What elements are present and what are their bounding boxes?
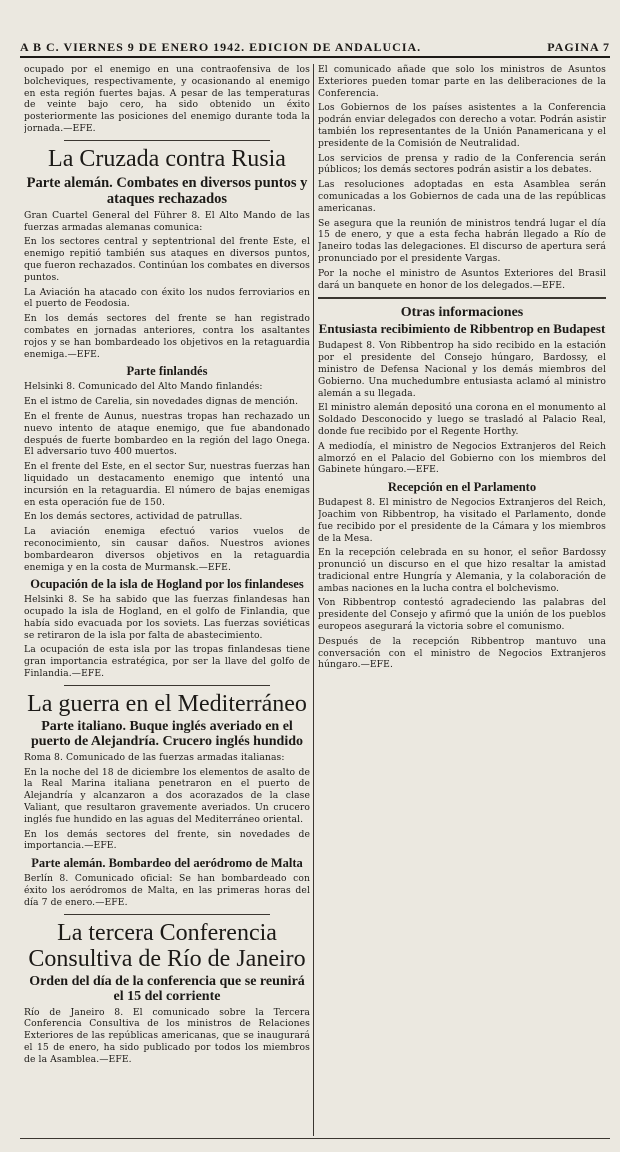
article-paragraph: En la recepción celebrada en su honor, el señor Bardossy pronunció un discurso en el que hizo resaltar la amistad tradicional entre Hungría y Alemania, y la colaboración de ambas naciones en la lucha contra el bolchevismo. [318, 547, 606, 594]
headline-mediterraneo: La guerra en el Mediterráneo [27, 690, 307, 717]
article-paragraph: Helsinki 8. Comunicado del Alto Mando finlandés: [24, 381, 263, 393]
masthead-page-number: PAGINA 7 [547, 39, 610, 54]
headline-otras-informaciones: Otras informaciones [400, 305, 524, 321]
article-paragraph: Por la noche el ministro de Asuntos Exteriores del Brasil dará un banquete en honor de los delegados.—EFE. [318, 267, 606, 291]
masthead-date-edition: A B C. VIERNES 9 DE ENERO 1942. EDICION DE ANDALUCIA. [20, 39, 422, 54]
subhead-hogland: Ocupación de la isla de Hogland por los finlandeses [30, 577, 304, 592]
article-paragraph: En la noche del 18 de diciembre los elementos de asalto de la Real Marina italiana penetraron en el puerto de Alejandría y alcanzaron a dos acorazados de la clase Valiant, que resultaron gravemente averiados. Un crucero inglés fue hundido en las aguas del Mediterráneo oriental. [24, 766, 310, 825]
section-divider [64, 140, 270, 141]
article-paragraph: En el frente de Aunus, nuestras tropas han rechazado un nuevo intento de ataque enemigo, que fue abandonado después de fuerte bombardeo en la región del lago Onega. El adversario tuvo 400 muertos. [24, 410, 310, 458]
article-paragraph: Río de Janeiro 8. El comunicado sobre la Tercera Conferencia Consultiva de los ministros de Relaciones Exteriores de las repúblicas americanas, que se inaugurará el 15 de enero, ha sido publicado por todos los miembros de la Asamblea.—EFE. [24, 1006, 310, 1065]
article-paragraph: La aviación enemiga efectuó varios vuelos de reconocimiento, sin causar daños. Nuestros aviones bombardearon diversos objetivos en la retaguardia enemiga y en la costa de Murmansk.—EFE. [24, 526, 310, 573]
article-paragraph: En el frente del Este, en el sector Sur, nuestras fuerzas han liquidado un destacamento enemigo que intentó una incursión en la retaguardia. El número de bajas enemigas en esta operación fue de 150. [24, 461, 310, 508]
article-paragraph: Berlín 8. Comunicado oficial: Se han bombardeado con éxito los aeródromos de Malta, en las primeras horas del día 7 de enero.—EFE. [24, 873, 310, 908]
article-paragraph: El ministro alemán depositó una corona en el monumento al Soldado Desconocido y luego se trasladó al Palacio Real, donde fue recibido por el Regente Horthy. [318, 402, 606, 437]
left-column [24, 64, 310, 1069]
article-paragraph: Helsinki 8. Se ha sabido que las fuerzas finlandesas han ocupado la isla de Hogland, en el golfo de Finlandia, que había sido evacuada por los soviets. Las fuerzas soviéticas se retiraron de la isla por falta de abastecimiento. [24, 594, 310, 641]
section-divider [64, 914, 270, 915]
article-paragraph: En los demás sectores del frente se han registrado combates en jornadas anteriores, contra los asaltantes rojos y se han bombardeado los objetivos en la retaguardia enemiga.—EFE. [24, 313, 310, 360]
article-paragraph: En los sectores central y septentrional del frente Este, el enemigo repitió también sus ataques en diversos puntos, que fueron rechazados. Continúan los combates en diversos puntos. [24, 236, 310, 283]
article-paragraph: Los Gobiernos de los países asistentes a la Conferencia podrán enviar delegados con derecho a votar. Podrán asistir también los representantes de la Unión Panamericana y el presidente de la Comisión de Neutralidad. [318, 102, 606, 149]
article-paragraph: En el istmo de Carelia, sin novedades dignas de mención. [24, 396, 299, 408]
subhead-malta: Parte alemán. Bombardeo del aeródromo de Malta [31, 856, 303, 871]
article-paragraph: Se asegura que la reunión de ministros tendrá lugar el día 15 de enero, y que a esta fecha habrán llegado a Río de Janeiro todas las delegaciones. El discurso de apertura será pronunciado por el presidente Vargas. [318, 217, 606, 264]
headline-conferencia: La tercera Conferencia Consultiva de Río de Janeiro [28, 919, 306, 972]
subhead-parte-italiano: Parte italiano. Buque inglés averiado en el puerto de Alejandría. Crucero inglés hundido [31, 718, 303, 749]
column-divider [313, 64, 314, 1136]
subhead-recepcion-parlamento: Recepción en el Parlamento [387, 480, 537, 495]
footer-rule [20, 1138, 610, 1139]
subhead-parte-finlandes: Parte finlandés [126, 364, 208, 379]
article-paragraph: Von Ribbentrop contestó agradeciendo las palabras del presidente del Consejo y afirmó que la unión de los pueblos europeos asegurará la victoria sobre el comunismo. [318, 597, 606, 633]
article-paragraph: Budapest 8. Von Ribbentrop ha sido recibido en la estación por el presidente del Consejo húngaro, Bardossy, el ministro de Defensa Nacional y los demás miembros del Gobierno. Una muchedumbre entusiasta aclamó al ministro alemán a su llegada. [318, 340, 606, 399]
section-divider [318, 297, 606, 299]
article-paragraph: Las resoluciones adoptadas en esta Asamblea serán comunicadas a los Gobiernos de cada una de las repúblicas americanas. [318, 179, 606, 214]
article-paragraph: Después de la recepción Ribbentrop mantuvo una conversación con el ministro de Negocios Extranjeros húngaro.—EFE. [318, 635, 606, 671]
article-paragraph: La Aviación ha atacado con éxito los nudos ferroviarios en el puerto de Feodosia. [24, 286, 310, 310]
article-paragraph: Budapest 8. El ministro de Negocios Extranjeros del Reich, Joachim von Ribbentrop, ha visitado el Parlamento, donde fue recibido por el presidente de la Cámara y los miembros de la Mesa. [318, 497, 606, 544]
article-paragraph: La ocupación de esta isla por las tropas finlandesas tiene gran importancia estratégica, por ser la llave del golfo de Finlandia.—EFE. [24, 644, 310, 680]
subhead-orden-del-dia: Orden del día de la conferencia que se reunirá el 15 del corriente [29, 973, 305, 1004]
article-paragraph: En los demás sectores del frente, sin novedades de importancia.—EFE. [24, 828, 310, 852]
section-divider [64, 685, 270, 686]
subhead-parte-aleman: Parte alemán. Combates en diversos puntos y ataques rechazados [26, 174, 308, 207]
article-paragraph: Gran Cuartel General del Führer 8. El Alto Mando de las fuerzas armadas alemanas comunica: [24, 209, 310, 233]
headline-rusia: La Cruzada contra Rusia [48, 145, 286, 172]
article-paragraph: En los demás sectores, actividad de patrullas. [24, 511, 243, 523]
article-paragraph: A mediodía, el ministro de Negocios Extranjeros del Reich almorzó en el Palacio del Gobierno con los miembros del Gabinete húngaro.—EFE. [318, 440, 606, 476]
masthead [20, 38, 610, 58]
subhead-ribbentrop-budapest: Entusiasta recibimiento de Ribbentrop en Budapest [318, 321, 606, 337]
article-continuation: ocupado por el enemigo en una contraofensiva de los bolcheviques, respectivamente, y ocasionando al enemigo en esta región fuertes bajas. A pesar de las temperaturas de veinte bajo cero, ha sido obtenido un éxito posteriormente las posiciones del enemigo durante toda la jornada.—EFE. [24, 64, 310, 134]
article-paragraph: Roma 8. Comunicado de las fuerzas armadas italianas: [24, 751, 285, 763]
article-paragraph: Los servicios de prensa y radio de la Conferencia serán públicos; los demás sectores podrán asistir a los debates. [318, 152, 606, 176]
right-column [318, 64, 606, 674]
article-paragraph: El comunicado añade que solo los ministros de Asuntos Exteriores pueden tomar parte en las deliberaciones de la Conferencia. [318, 64, 606, 99]
